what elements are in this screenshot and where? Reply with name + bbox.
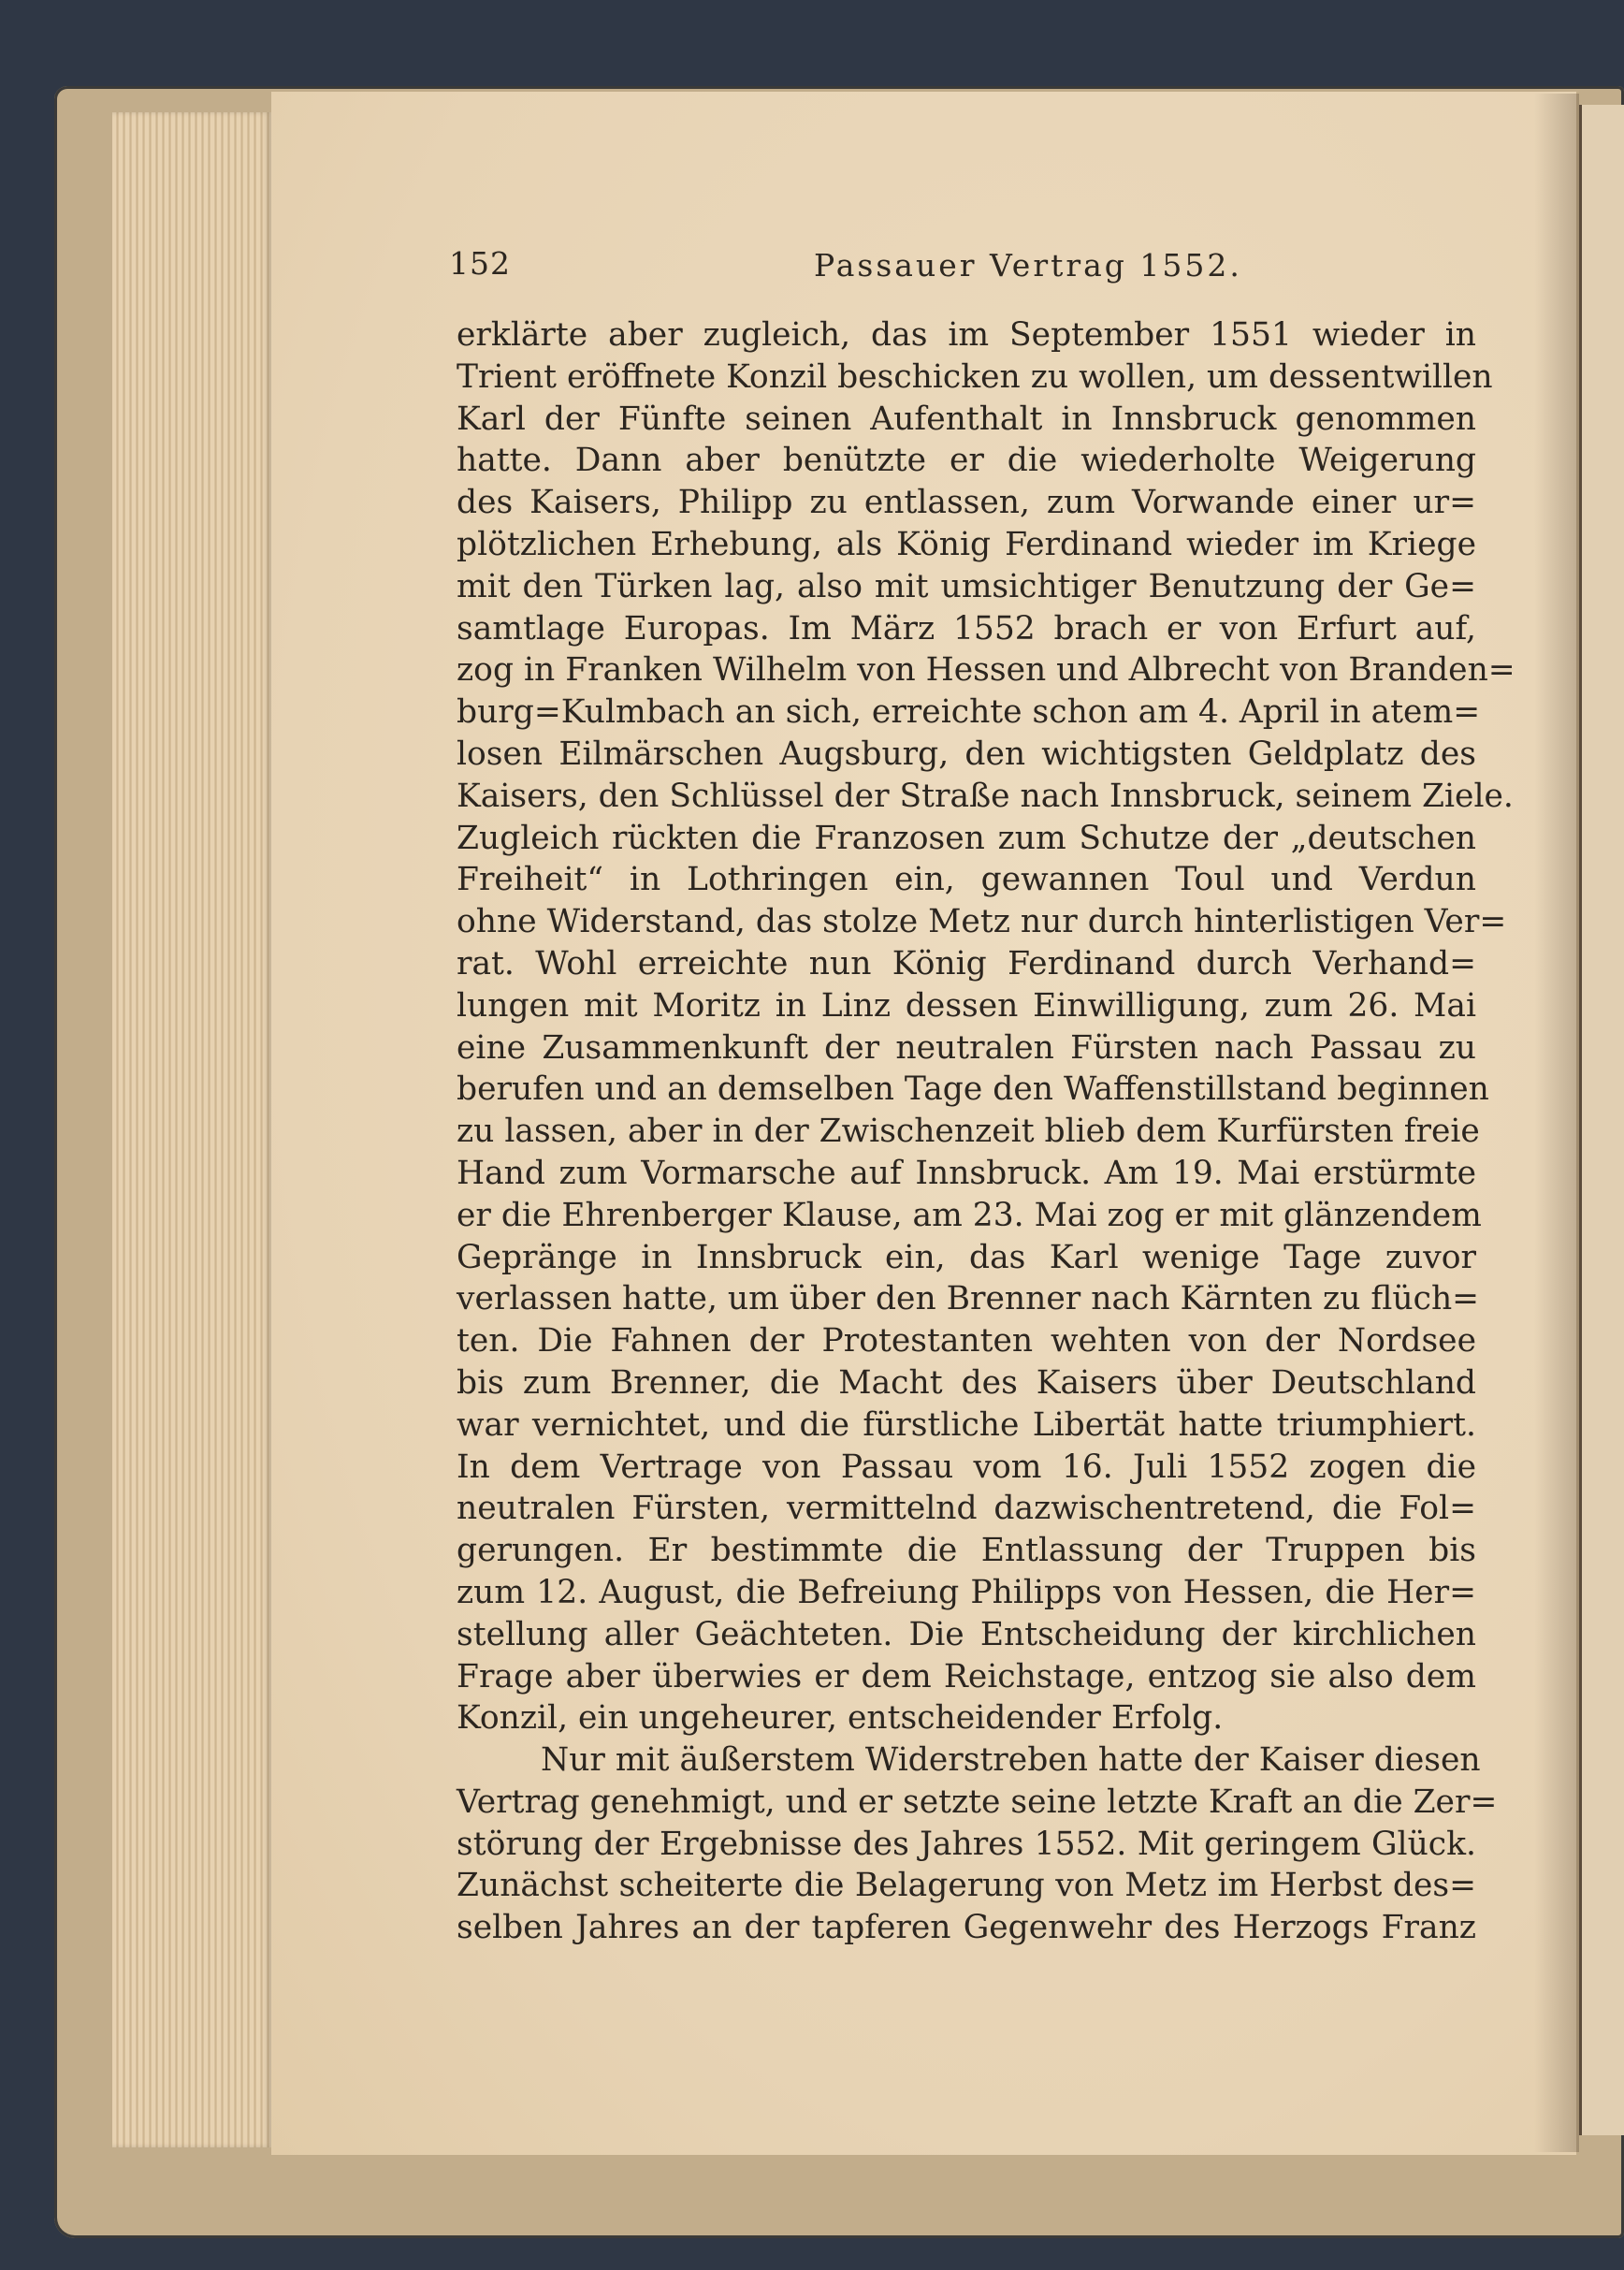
facing-page-edge bbox=[1579, 105, 1624, 2135]
text-line: Frage aber überwies er dem Reichstage, entzog sie also dem bbox=[457, 1657, 1476, 1695]
text-line: des Kaisers, Philipp zu entlassen, zum Vorwande einer ur= bbox=[457, 484, 1476, 522]
page-edges bbox=[112, 112, 271, 2147]
text-line: gerungen. Er bestimmte die Entlassung der Truppen bis bbox=[457, 1532, 1476, 1570]
text-line: samtlage Europas. Im März 1552 brach er von Erfurt auf, bbox=[457, 609, 1476, 648]
text-line: burg=Kulmbach an sich, erreichte schon am 4. April in atem= bbox=[457, 693, 1481, 732]
text-line: er die Ehrenberger Klause, am 23. Mai zog er mit glänzendem bbox=[457, 1196, 1482, 1234]
text-line: plötzlichen Erhebung, als König Ferdinand wieder im Kriege bbox=[457, 525, 1476, 563]
text-line: Gepränge in Innsbruck ein, das Karl wenige Tage zuvor bbox=[457, 1238, 1476, 1276]
text-line: mit den Türken lag, also mit umsichtiger Benutzung der Ge= bbox=[457, 567, 1476, 605]
text-line: verlassen hatte, um über den Brenner nach Kärnten zu flüch= bbox=[457, 1280, 1480, 1318]
page-header bbox=[449, 245, 1497, 292]
text-line: rat. Wohl erreichte nun König Ferdinand durch Verhand= bbox=[457, 944, 1476, 982]
text-line: neutralen Fürsten, vermittelnd dazwischentretend, die Fol= bbox=[457, 1490, 1476, 1528]
text-line: eine Zusammenkunft der neutralen Fürsten nach Passau zu bbox=[457, 1028, 1476, 1067]
text-line: selben Jahres an der tapferen Gegenwehr des Herzogs Franz bbox=[457, 1909, 1476, 1947]
text-line: Hand zum Vormarsche auf Innsbruck. Am 19. Mai erstürmte bbox=[457, 1154, 1476, 1192]
text-line: Nur mit äußerstem Widerstreben hatte der Kaiser diesen bbox=[541, 1741, 1481, 1780]
text-line: In dem Vertrage von Passau vom 16. Juli 1552 zogen die bbox=[457, 1448, 1476, 1486]
text-line: zum 12. August, die Befreiung Philipps von Hessen, die Her= bbox=[457, 1573, 1476, 1611]
text-line: zu lassen, aber in der Zwischenzeit blieb dem Kurfürsten freie bbox=[457, 1113, 1480, 1151]
text-line: war vernichtet, und die fürstliche Libertät hatte triumphiert. bbox=[457, 1405, 1476, 1444]
body-text bbox=[457, 314, 1515, 1949]
text-line: störung der Ergebnisse des Jahres 1552. Mit geringem Glück. bbox=[457, 1825, 1476, 1863]
text-line: Zugleich rückten die Franzosen zum Schutze der „deutschen bbox=[457, 819, 1476, 857]
text-line: berufen und an demselben Tage den Waffenstillstand beginnen bbox=[457, 1070, 1489, 1109]
text-line: hatte. Dann aber benützte er die wiederholte Weigerung bbox=[457, 442, 1476, 480]
text-line: losen Eilmärschen Augsburg, den wichtigsten Geldplatz des bbox=[457, 735, 1476, 773]
text-line: zog in Franken Wilhelm von Hessen und Albrecht von Branden= bbox=[457, 651, 1515, 690]
text-line: stellung aller Geächteten. Die Entscheidung der kirchlichen bbox=[457, 1615, 1476, 1653]
text-line: Freiheit“ in Lothringen ein, gewannen Toul und Verdun bbox=[457, 861, 1476, 899]
text-line: lungen mit Moritz in Linz dessen Einwilligung, zum 26. Mai bbox=[457, 986, 1476, 1025]
text-line: Kaisers, den Schlüssel der Straße nach Innsbruck, seinem Ziele. bbox=[457, 777, 1514, 815]
text-line: ohne Widerstand, das stolze Metz nur durch hinterlistigen Ver= bbox=[457, 903, 1507, 941]
running-title: Passauer Vertrag 1552. bbox=[814, 247, 1242, 284]
page-number: 152 bbox=[449, 245, 511, 282]
spine-shadow bbox=[1534, 94, 1579, 2152]
text-line: Trient eröffnete Konzil beschicken zu wollen, um dessentwillen bbox=[457, 357, 1493, 396]
text-line: bis zum Brenner, die Macht des Kaisers über Deutschland bbox=[457, 1363, 1476, 1402]
text-line: Konzil, ein ungeheurer, entscheidender Erfolg. bbox=[457, 1699, 1224, 1738]
text-line: ten. Die Fahnen der Protestanten wehten von der Nordsee bbox=[457, 1322, 1476, 1361]
text-line: Vertrag genehmigt, und er setzte seine letzte Kraft an die Zer= bbox=[457, 1783, 1498, 1821]
text-line: Zunächst scheiterte die Belagerung von Metz im Herbst des= bbox=[457, 1867, 1476, 1905]
text-line: erklärte aber zugleich, das im September 1551 wieder in bbox=[457, 316, 1476, 354]
text-line: Karl der Fünfte seinen Aufenthalt in Innsbruck genommen bbox=[457, 400, 1476, 438]
